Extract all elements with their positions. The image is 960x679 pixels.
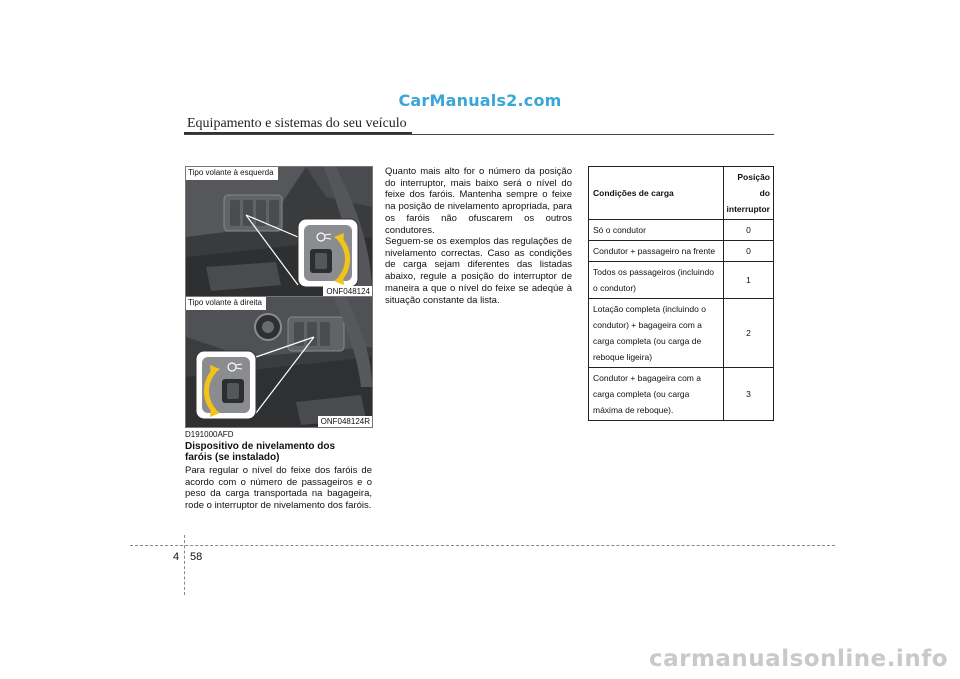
header-rule — [184, 134, 774, 135]
row-condition: Condutor + passageiro na frente — [589, 241, 724, 262]
figure-lhd-photo — [185, 166, 373, 298]
table-header-row — [589, 167, 774, 220]
figure-rhd-photo — [185, 296, 373, 428]
row-position: 1 — [724, 262, 774, 299]
row-position: 0 — [724, 220, 774, 241]
chapter-number: 4 — [173, 551, 180, 563]
header-condition: Condições de carga — [589, 167, 724, 220]
row-position: 2 — [724, 299, 774, 368]
figure-lhd-code: ONF048124 — [323, 286, 372, 297]
section-title: Dispositivo de nivelamento dos faróis (se instalado) — [185, 441, 336, 463]
row-condition: Condutor + bagageira com a carga completa (ou carga máxima de reboque). — [589, 368, 724, 421]
row-condition: Todos os passageiros (incluindo o condutor) — [589, 262, 724, 299]
table-row — [589, 241, 774, 262]
middle-paragraph-1: Quanto mais alto for o número da posição do interruptor, mais baixo será o nível do feixe dos faróis. Mantenha sempre o feixe na posição de nivelamento apropriada, para os faróis não ofuscarem os outros condutores. — [385, 166, 572, 236]
table-row — [589, 299, 774, 368]
page-header-title: Equipamento e sistemas do seu veículo — [187, 116, 407, 131]
watermark-bottom: carmanualsonline.info — [648, 646, 948, 672]
row-position: 3 — [724, 368, 774, 421]
figure-rhd-code: ONF048124R — [318, 416, 372, 427]
figure-rhd-label: Tipo volante à direita — [186, 297, 266, 310]
table-row — [589, 220, 774, 241]
footer-divider — [184, 535, 185, 595]
middle-paragraph-2: Seguem-se os exemplos das regulações de nivelamento correctas. Caso as condições de carga sejam diferentes das listadas abaixo, regule a posição do interruptor de maneira a que o nível do feixe se adeqúe à situação constante da lista. — [385, 236, 572, 306]
row-condition: Lotação completa (incluindo o condutor) + bagageira com a carga completa (ou carga de reboque ligeira) — [589, 299, 724, 368]
row-position: 0 — [724, 241, 774, 262]
section-code: D191000AFD — [185, 430, 234, 439]
leveling-table — [588, 166, 774, 421]
footer-rule — [130, 545, 835, 546]
dashboard-illustration-lhd — [186, 167, 372, 297]
page-number: 58 — [190, 551, 203, 563]
watermark-top: CarManuals2.com — [398, 91, 562, 110]
figure-lhd-label: Tipo volante à esquerda — [186, 167, 278, 180]
dashboard-illustration-rhd — [186, 297, 372, 427]
section-intro-paragraph: Para regular o nível do feixe dos faróis de acordo com o número de passageiros e o peso da carga transportada na bagageira, rode o interruptor de nivelamento dos faróis. — [185, 465, 372, 512]
table-row — [589, 368, 774, 421]
table-row — [589, 262, 774, 299]
row-condition: Só o condutor — [589, 220, 724, 241]
header-position: Posição do interruptor — [724, 167, 774, 220]
